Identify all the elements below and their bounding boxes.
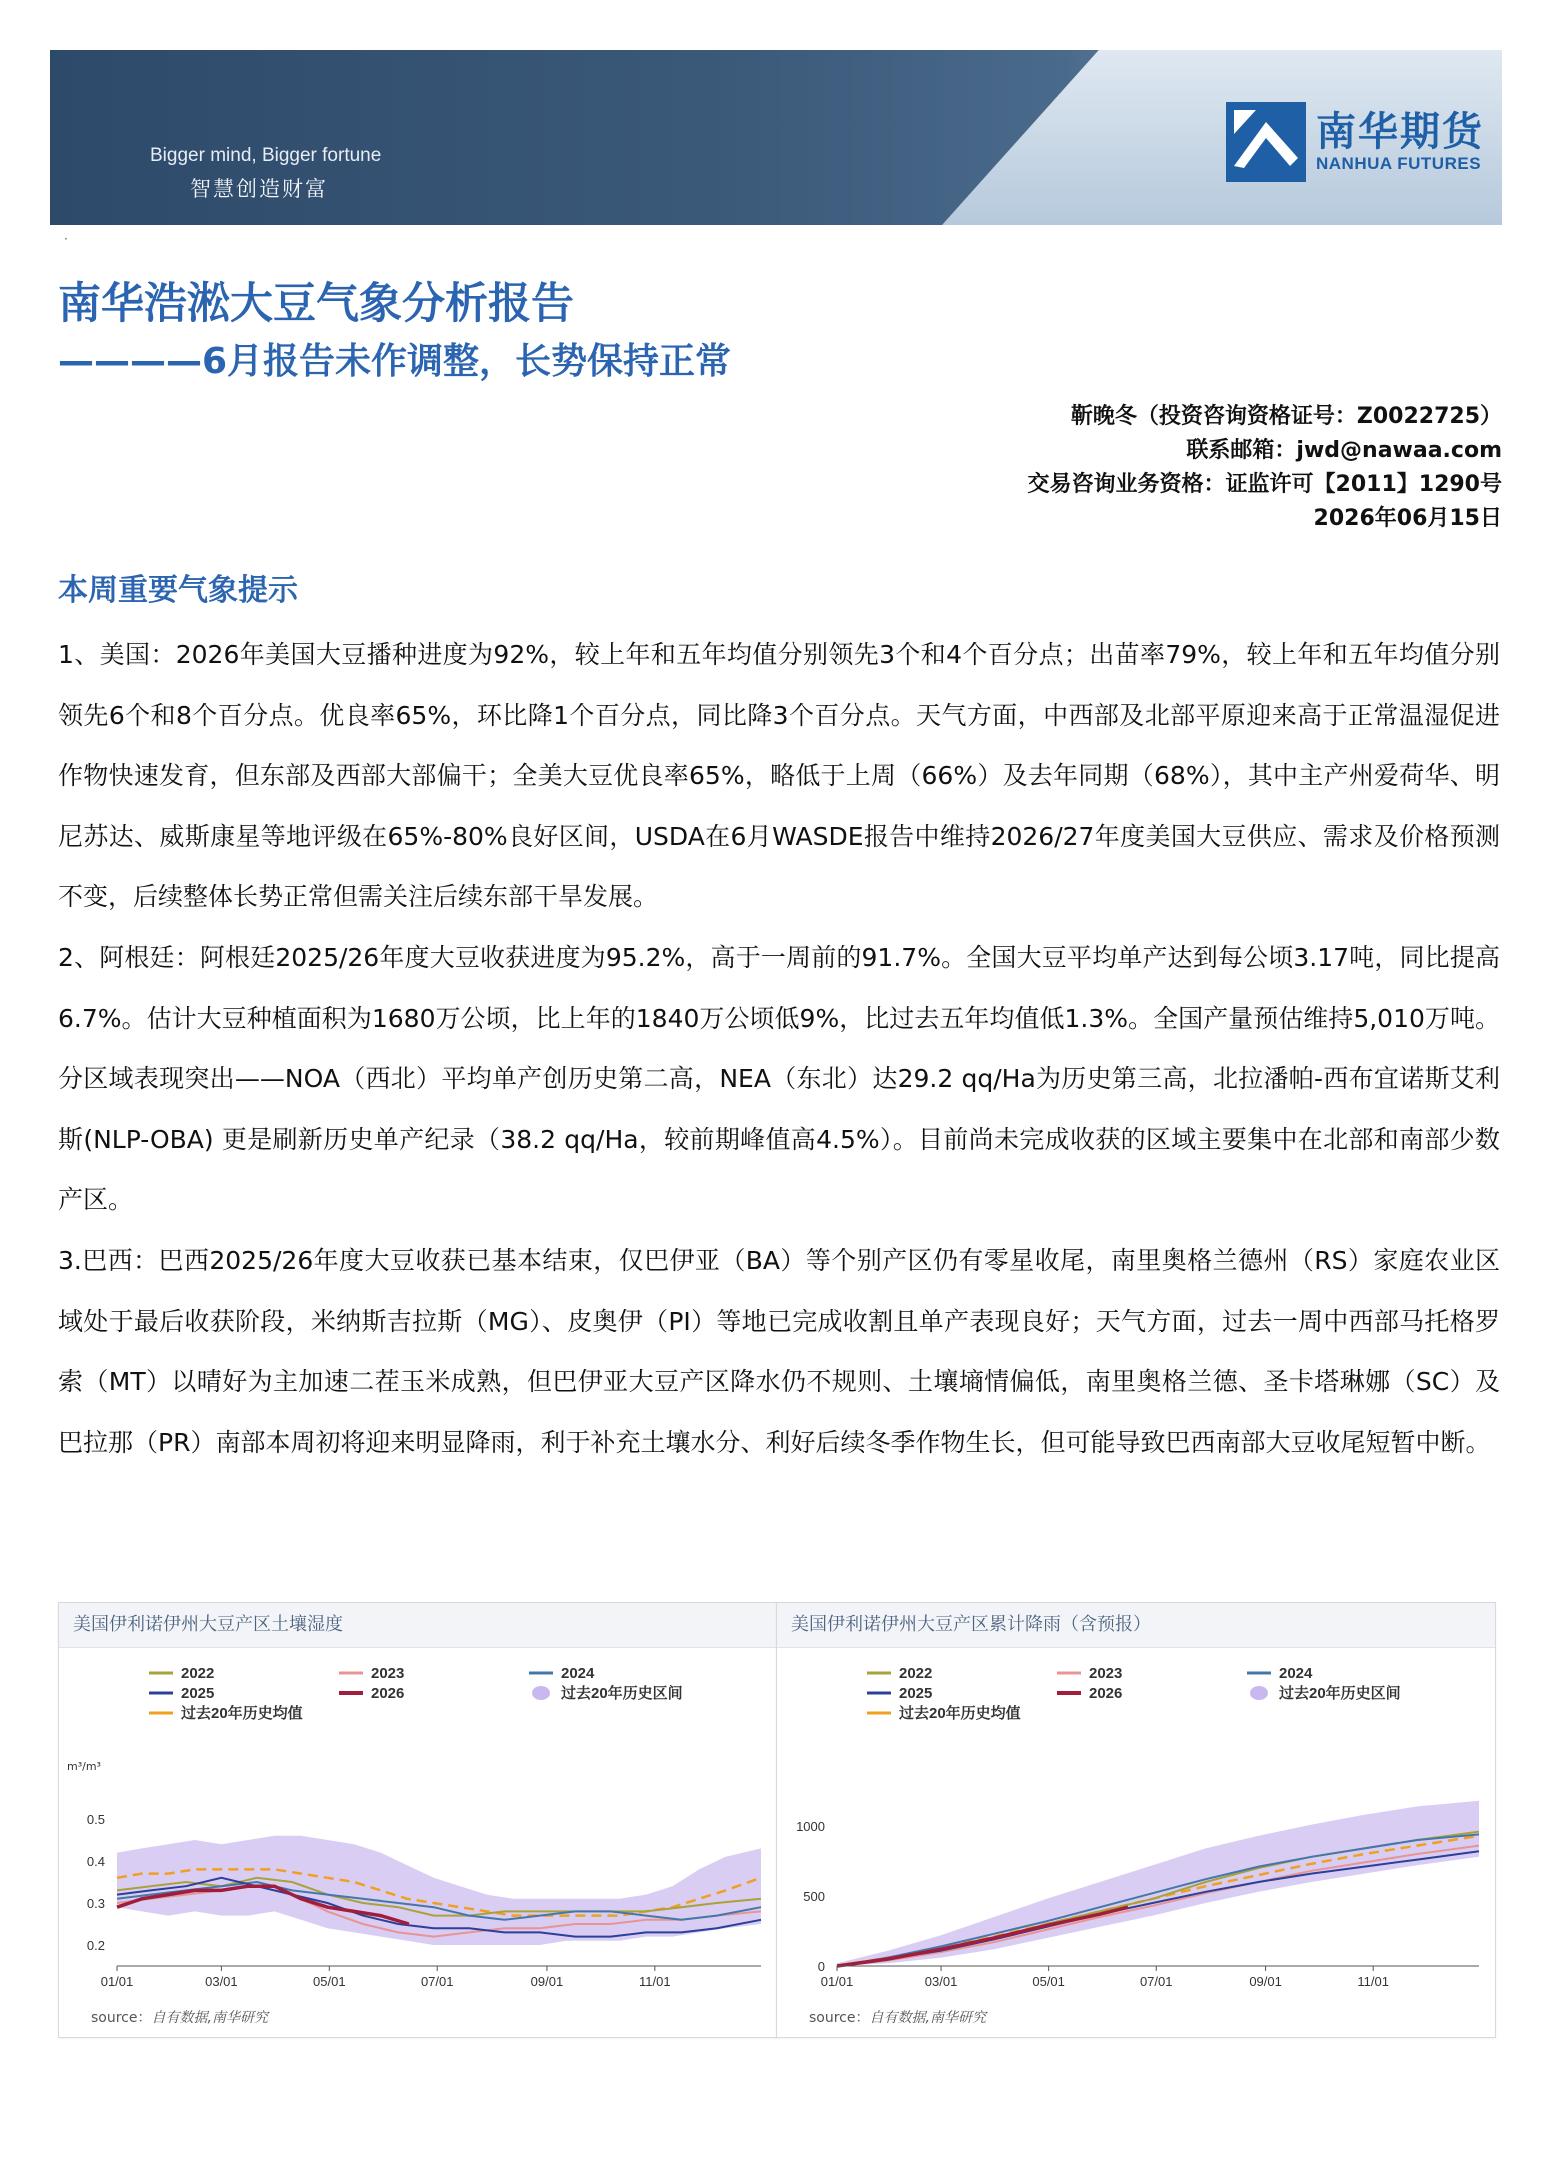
y-tick-label: 500 [803,1889,825,1904]
chart-legend [867,1665,1401,1722]
y-tick-label: 0 [817,1959,825,1974]
nanhua-logo [1226,102,1484,182]
chart-source [91,2007,268,2027]
legend-label: 过去20年历史均值 [899,1705,1021,1722]
y-tick-label: 0.3 [86,1896,105,1911]
legend-label: 2025 [899,1685,933,1702]
x-tick-label: 09/01 [530,1974,564,1988]
legend-label: 过去20年历史均值 [181,1705,303,1722]
paragraph-us: 1、美国：2026年美国大豆播种进度为92%，较上年和五年均值分别领先3个和4个百分点；出苗率79%，较上年和五年均值分别领先6个和8个百分点。优良率65%，环比降1个百分点，同比降3个百分点。天气方面，中西部及北部平原迎来高于正常温湿促进作物快速发育，但东部及西部大部偏干；全美大豆优良率65%，略低于上周（66%）及去年同期（68%），其中主产州爱荷华、明尼苏达、威斯康星等地评级在65%-80%良好区间，USDA在6月WASDE报告中维持2026/27年度美国大豆供应、需求及价格预测不变，后续整体长势正常但需关注后续东部干旱发展。 [58,640,1500,912]
source-value: 自有数据,南华研究 [869,2010,986,2026]
legend-label: 2024 [561,1665,595,1682]
legend-label: 2022 [181,1665,215,1682]
legend-swatch [1250,1686,1268,1700]
header-banner [50,50,1502,225]
legend-label: 2023 [371,1665,405,1682]
tagline-zh: 智慧创造财富 [190,177,328,201]
section-heading: 本周重要气象提示 [58,573,298,608]
x-tick-label: 05/01 [1032,1974,1065,1988]
legend-label: 2025 [181,1685,215,1702]
legend-label: 过去20年历史区间 [1279,1685,1401,1702]
chart-legend [149,1665,683,1722]
legend-label: 2023 [1089,1665,1123,1682]
cumulative-rain-plot [777,1648,1495,1988]
y-tick-label: 0.4 [86,1854,105,1869]
x-tick-label: 01/01 [100,1974,134,1988]
y-tick-label: 1000 [796,1819,825,1834]
source-label: source： [809,2010,870,2026]
x-tick-label: 09/01 [1249,1974,1282,1988]
report-subtitle: ————6月报告未作调整，长势保持正常 [58,341,732,382]
x-tick-label: 03/01 [924,1974,958,1988]
soil-moisture-plot [59,1648,777,1988]
x-tick-label: 11/01 [639,1974,671,1988]
source-label: source： [91,2010,152,2026]
paragraph-brazil: 3.巴西：巴西2025/26年度大豆收获已基本结束，仅巴伊亚（BA）等个别产区仍有零星收尾，南里奥格兰德州（RS）家庭农业区域处于最后收获阶段，米纳斯吉拉斯（MG）、皮奥伊（PI）等地已完成收割且单产表现良好；天气方面，过去一周中西部马托格罗索（MT）以晴好为主加速二茬玉米成熟，但巴伊亚大豆产区降水仍不规则、土壤墒情偏低，南里奥格兰德、圣卡塔琳娜（SC）及巴拉那（PR）南部本周初将迎来明显降雨，利于补充土壤水分、利好后续冬季作物生长，但可能导致巴西南部大豆收尾短暂中断。 [58,1245,1500,1457]
email-line: 联系邮箱：jwd@nawaa.com [1186,438,1502,463]
chart-title: 美国伊利诺伊州大豆产区累计降雨（含预报） [777,1603,1495,1648]
legend-label: 过去20年历史区间 [561,1685,683,1702]
legend-swatch [532,1686,550,1700]
report-title: 南华浩淞大豆气象分析报告 [58,279,574,329]
author-line: 靳晚冬（投资咨询资格证号：Z0022725） [1070,404,1502,429]
chart-cumulative-rain [776,1602,1496,2038]
legend-label: 2026 [1089,1685,1123,1702]
decor-dot: · [64,232,68,246]
paragraph-argentina: 2、阿根廷：阿根廷2025/26年度大豆收获进度为95.2%，高于一周前的91.7%。全国大豆平均单产达到每公顷3.17吨，同比提高6.7%。估计大豆种植面积为1680万公顷，比上年的1840万公顷低9%，比过去五年均值低1.3%。全国产量预估维持5,010万吨。分区域表现突出——NOA（西北）平均单产创历史第二高，NEA（东北）达29.2 qq/Ha为历史第三高，北拉潘帕-西布宜诺斯艾利斯(NLP-OBA) 更是刷新历史单产纪录（38.2 qq/Ha，较前期峰值高4.5%）。目前尚未完成收获的区域主要集中在北部和南部少数产区。 [58,942,1500,1215]
x-tick-label: 07/01 [1139,1974,1173,1988]
nanhua-logo-icon [1226,102,1306,182]
y-tick-label: 0.5 [86,1812,105,1827]
legend-label: 2022 [899,1665,933,1682]
x-tick-label: 03/01 [205,1974,238,1988]
y-tick-label: 0.2 [86,1938,105,1953]
report-meta [1028,400,1502,536]
section-body [58,625,1500,1473]
logo-zh: 南华期货 [1316,109,1484,155]
history-band [837,1801,1479,1966]
y-axis-label: m³/m³ [67,1760,101,1773]
chart-title: 美国伊利诺伊州大豆产区土壤湿度 [59,1603,777,1648]
x-tick-label: 01/01 [820,1974,854,1988]
x-tick-label: 11/01 [1357,1974,1389,1988]
tagline-en: Bigger mind, Bigger fortune [150,145,382,166]
license-line: 交易咨询业务资格：证监许可【2011】1290号 [1027,472,1502,497]
chart-source [809,2007,986,2027]
x-tick-label: 05/01 [313,1974,346,1988]
x-tick-label: 07/01 [420,1974,454,1988]
legend-label: 2024 [1279,1665,1313,1682]
date-line: 2026年06月15日 [1313,506,1502,531]
logo-en: NANHUA FUTURES [1316,154,1482,173]
chart-soil-moisture [58,1602,778,2038]
legend-label: 2026 [371,1685,405,1702]
source-value: 自有数据,南华研究 [151,2010,268,2026]
